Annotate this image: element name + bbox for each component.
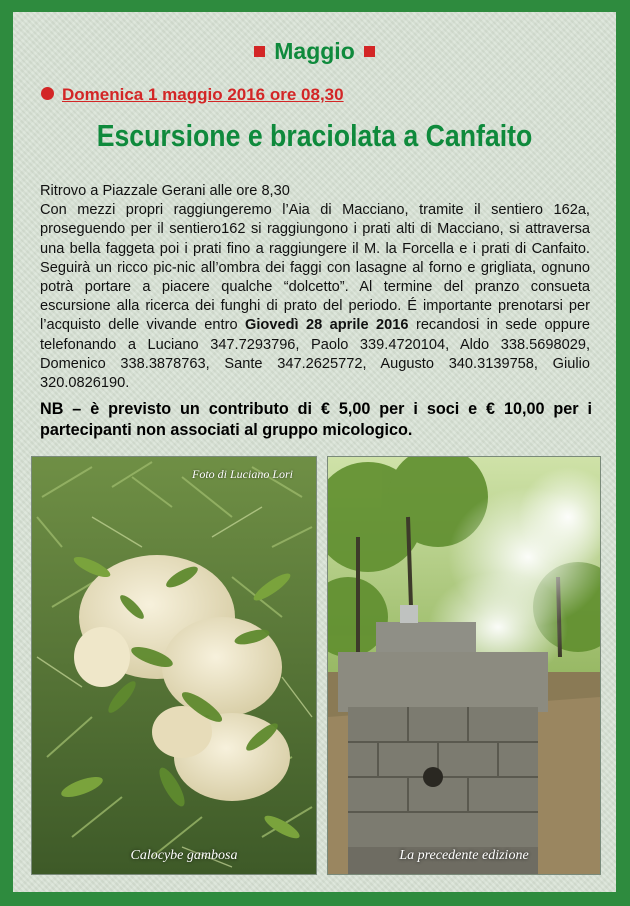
meeting-point: Ritrovo a Piazzale Gerani alle ore 8,30 (40, 183, 290, 199)
photo-credit: Foto di Luciano Lori (192, 467, 294, 481)
contacts-text: recandosi in sede oppure telefonando a Luciano 347.7293796, Paolo 339.4720104, Aldo 338.5698029, Domenico 338.3878763, Sante 347.2625772, Augusto 340.3139758, Giulio 320.0826190. (40, 317, 590, 392)
booking-deadline: Giovedì 28 aprile 2016 (245, 317, 409, 334)
event-title: Escursione e braciolata a Canfaito (96, 118, 533, 153)
mushroom-illustration (32, 457, 316, 874)
month-heading (13, 38, 616, 64)
month-label: Maggio (274, 38, 355, 64)
event-date (41, 85, 344, 105)
mushroom-caption: Calocybe gambosa (130, 848, 238, 863)
flyer-page (13, 12, 616, 892)
bbq-photo (327, 456, 601, 875)
bbq-illustration (328, 457, 600, 874)
description-text: Con mezzi propri raggiungeremo l’Aia di Macciano, tramite il sentiero 162a, proseguendo per il sentiero162 si raggiungono i prati alti di Macciano, si attraversa una bella faggeta poi i prati fino a raggiungere il M. la Forcella e i prati di Canfaito. Seguirà un ricco pic-nic all’ombra dei faggi con lasagne al forno e grigliata, ognuno potrà portare a piacere qualche “dolcetto”. Al termine del pranzo consueta escursione alla ricerca dei funghi di prato del periodo. É importante prenotarsi per l’acquisto delle vivande entro (40, 202, 590, 334)
fee-note: NB – è previsto un contributo di € 5,00 per i soci e € 10,00 per i partecipanti non associati al gruppo micologico. (40, 400, 592, 439)
bbq-caption: La precedente edizione (399, 848, 529, 863)
description-paragraph (40, 201, 590, 393)
red-square-icon (254, 46, 265, 57)
event-description (40, 182, 590, 393)
red-square-icon (364, 46, 375, 57)
event-date-text: Domenica 1 maggio 2016 ore 08,30 (62, 85, 344, 104)
mushroom-photo (31, 456, 317, 875)
red-bullet-icon (41, 87, 54, 100)
